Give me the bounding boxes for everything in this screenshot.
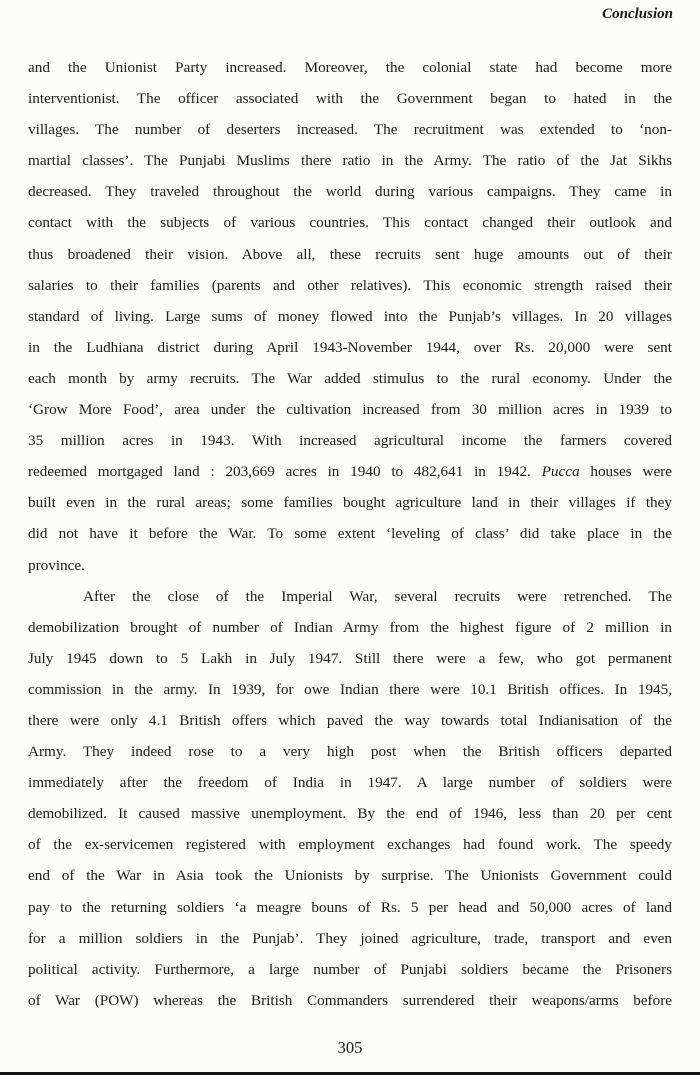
text-line: July 1945 down to 5 Lakh in July 1947. Still there were a few, who got permanent [28, 649, 672, 667]
text-line: standard of living. Large sums of money flowed into the Punjab’s villages. In 20 villages [28, 307, 672, 325]
text-line: Army. They indeed rose to a very high post when the British officers departed [28, 743, 672, 761]
text-line: for a million soldiers in the Punjab’. They joined agriculture, trade, transport and even [28, 929, 672, 947]
text-line: in the Ludhiana district during April 1943-November 1944, over Rs. 20,000 were sent [28, 338, 672, 356]
text-line: built even in the rural areas; some families bought agriculture land in their villages if they [28, 494, 672, 512]
text-line: interventionist. The officer associated with the Government began to hated in the [28, 90, 672, 108]
text-line: province. [28, 556, 85, 574]
text-line: redeemed mortgaged land : 203,669 acres in 1940 to 482,641 in 1942. Pucca houses were [28, 463, 672, 481]
text-line: thus broadened their vision. Above all, these recruits sent huge amounts out of their [28, 245, 672, 263]
page-body [28, 52, 672, 1016]
text-line: 35 million acres in 1943. With increased agricultural income the farmers covered [28, 432, 672, 450]
text-line: of War (POW) whereas the British Commanders surrendered their weapons/arms before [28, 991, 672, 1009]
text-line: ‘Grow More Food’, area under the cultivation increased from 30 million acres in 1939 to [28, 401, 672, 419]
text-line: contact with the subjects of various countries. This contact changed their outlook and [28, 214, 672, 232]
text-line: commission in the army. In 1939, for owe Indian there were 10.1 British offices. In 1945, [28, 680, 672, 698]
paragraph [28, 52, 672, 581]
text-line: decreased. They traveled throughout the world during various campaigns. They came in [28, 183, 672, 201]
text-line: and the Unionist Party increased. Moreover, the colonial state had become more [28, 59, 672, 76]
text-line: demobilized. It caused massive unemployment. By the end of 1946, less than 20 per cent [28, 805, 672, 823]
text-line: salaries to their families (parents and other relatives). This economic strength raised their [28, 276, 672, 294]
paragraph [28, 581, 672, 1016]
running-header: Conclusion [602, 6, 673, 22]
text-line: each month by army recruits. The War added stimulus to the rural economy. Under the [28, 369, 672, 387]
text-line: political activity. Furthermore, a large number of Punjabi soldiers became the Prisoners [28, 960, 672, 978]
text-line: there were only 4.1 British offers which paved the way towards total Indianisation of the [28, 711, 672, 729]
text-line: immediately after the freedom of India in 1947. A large number of soldiers were [28, 774, 672, 792]
page-number: 305 [337, 1038, 363, 1057]
text-line: martial classes’. The Punjabi Muslims there ratio in the Army. The ratio of the Jat Sikhs [28, 152, 672, 170]
text-line: villages. The number of deserters increased. The recruitment was extended to ‘non- [28, 121, 672, 139]
text-line: demobilization brought of number of Indian Army from the highest figure of 2 million in [28, 618, 672, 636]
text-line: After the close of the Imperial War, several recruits were retrenched. The [83, 587, 672, 605]
text-line: end of the War in Asia took the Unionists by surprise. The Unionists Government could [28, 867, 672, 885]
text-line: pay to the returning soldiers ‘a meagre bouns of Rs. 5 per head and 50,000 acres of land [28, 898, 672, 916]
text-line: did not have it before the War. To some extent ‘leveling of class’ did take place in the [28, 525, 672, 543]
text-line: of the ex-servicemen registered with employment exchanges had found work. The speedy [28, 836, 672, 854]
